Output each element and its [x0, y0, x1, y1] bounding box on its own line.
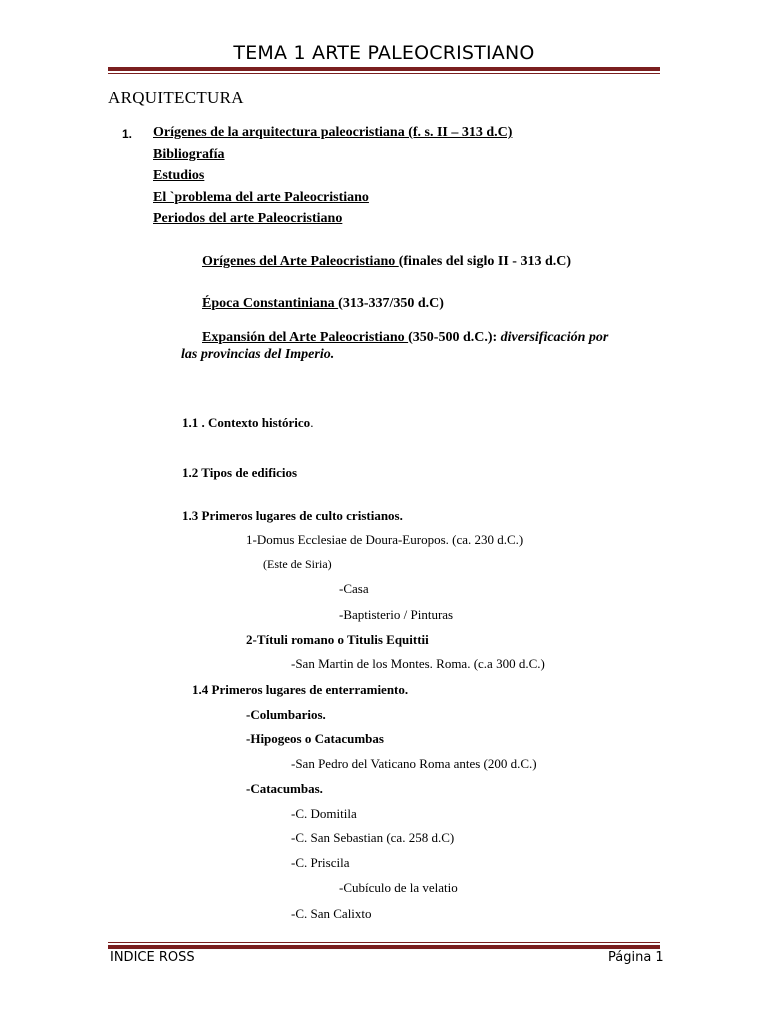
header-rule-thick [108, 67, 660, 71]
period-origenes-dates: (finales del siglo II - 313 d.C) [398, 254, 572, 269]
subsection-1-3: 1.3 Primeros lugares de culto cristianos. [182, 508, 403, 523]
item-domitila: -C. Domitila [291, 806, 357, 821]
list-number: 1. [122, 127, 133, 141]
link-estudios[interactable]: Estudios [153, 168, 205, 183]
subsection-1-4: 1.4 Primeros lugares de enterramiento. [192, 682, 409, 697]
subsection-1-2: 1.2 Tipos de edificios [182, 465, 298, 480]
period-expansion-italic: diversificación por [500, 330, 609, 345]
period-expansion-line2: las provincias del Imperio. [181, 347, 335, 362]
period-expansion [202, 330, 608, 346]
item-velatio: -Cubículo de la velatio [339, 880, 458, 895]
subsection-1-1-dot: . [310, 415, 314, 430]
section-title: ARQUITECTURA [108, 88, 244, 107]
item-sebastian: -C. San Sebastian (ca. 258 d.C) [291, 830, 455, 845]
link-problema[interactable]: El `problema del arte Paleocristiano [153, 190, 369, 205]
item-casa: -Casa [339, 581, 369, 596]
period-expansion-dates: (350-500 d.C.): [408, 330, 501, 345]
item-domus: 1-Domus Ecclesiae de Doura-Europos. (ca. 230 d.C.) [246, 532, 524, 547]
subsection-1-1 [182, 415, 313, 431]
item-baptisterio: -Baptisterio / Pinturas [339, 607, 454, 622]
subsection-1-1-label: 1.1 . Contexto histórico [182, 415, 311, 430]
period-expansion-link[interactable]: Expansión del Arte Paleocristiano [202, 330, 409, 345]
header-rule-thin [108, 73, 660, 74]
period-origenes [202, 254, 571, 270]
footer-page-number: Página 1 [608, 950, 664, 965]
period-constantiniana-dates: (313-337/350 d.C) [338, 296, 444, 311]
item-tituli: 2-Títuli romano o Titulis Equittii [246, 632, 429, 647]
item-sanmartin: -San Martin de los Montes. Roma. (c.a 300 d.C.) [291, 656, 545, 671]
heading-link-origenes[interactable]: Orígenes de la arquitectura paleocristiana (f. s. II – 313 d.C) [153, 125, 513, 140]
footer-rule-thick [108, 945, 660, 949]
period-origenes-link[interactable]: Orígenes del Arte Paleocristiano [202, 254, 399, 269]
footer-left-text: INDICE ROSS [110, 950, 195, 965]
footer-rule-thin [108, 942, 660, 943]
period-constantiniana-link[interactable]: Época Constantiniana [202, 296, 339, 311]
item-priscila: -C. Priscila [291, 855, 350, 870]
page-title: TEMA 1 ARTE PALEOCRISTIANO [233, 42, 535, 64]
period-constantiniana [202, 296, 444, 312]
item-siria: (Este de Siria) [263, 557, 332, 571]
link-bibliografia[interactable]: Bibliografía [153, 147, 225, 162]
item-sanpedro: -San Pedro del Vaticano Roma antes (200 d.C.) [291, 756, 537, 771]
item-catacumbas: -Catacumbas. [246, 781, 323, 796]
link-periodos[interactable]: Periodos del arte Paleocristiano [153, 211, 343, 226]
item-hipogeos: -Hipogeos o Catacumbas [246, 731, 384, 746]
item-calixto: -C. San Calixto [291, 906, 372, 921]
item-columbarios: -Columbarios. [246, 707, 326, 722]
